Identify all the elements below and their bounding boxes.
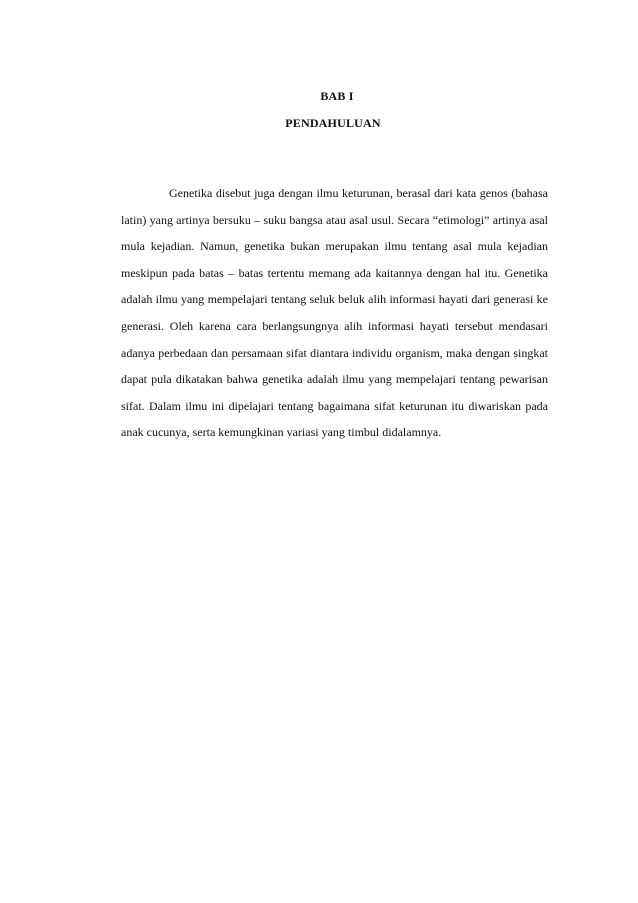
chapter-number: BAB I [320, 89, 354, 103]
body-paragraph: Genetika disebut juga dengan ilmu keturunan, berasal dari kata genos (bahasa latin) yang artinya bersuku – suku bangsa atau asal usul. Secara “etimologi” artinya asal mula kejadian. Namun, genetika bukan merupakan ilmu tentang asal mula kejadian meskipun pada batas – batas tertentu memang ada kaitannya dengan hal itu. Genetika adalah ilmu yang mempelajari tentang seluk beluk alih informasi hayati dari generasi ke generasi. Oleh karena cara berlangsungnya alih informasi hayati tersebut mendasari adanya perbedaan dan persamaan sifat diantara individu organism, maka dengan singkat dapat pula dikatakan bahwa genetika adalah ilmu yang mempelajari tentang pewarisan sifat. Dalam ilmu ini dipelajari tentang bagaimana sifat keturunan itu diwariskan pada anak cucunya, serta kemungkinan variasi yang timbul didalamnya. [121, 186, 548, 440]
chapter-title: PENDAHULUAN [285, 116, 381, 130]
